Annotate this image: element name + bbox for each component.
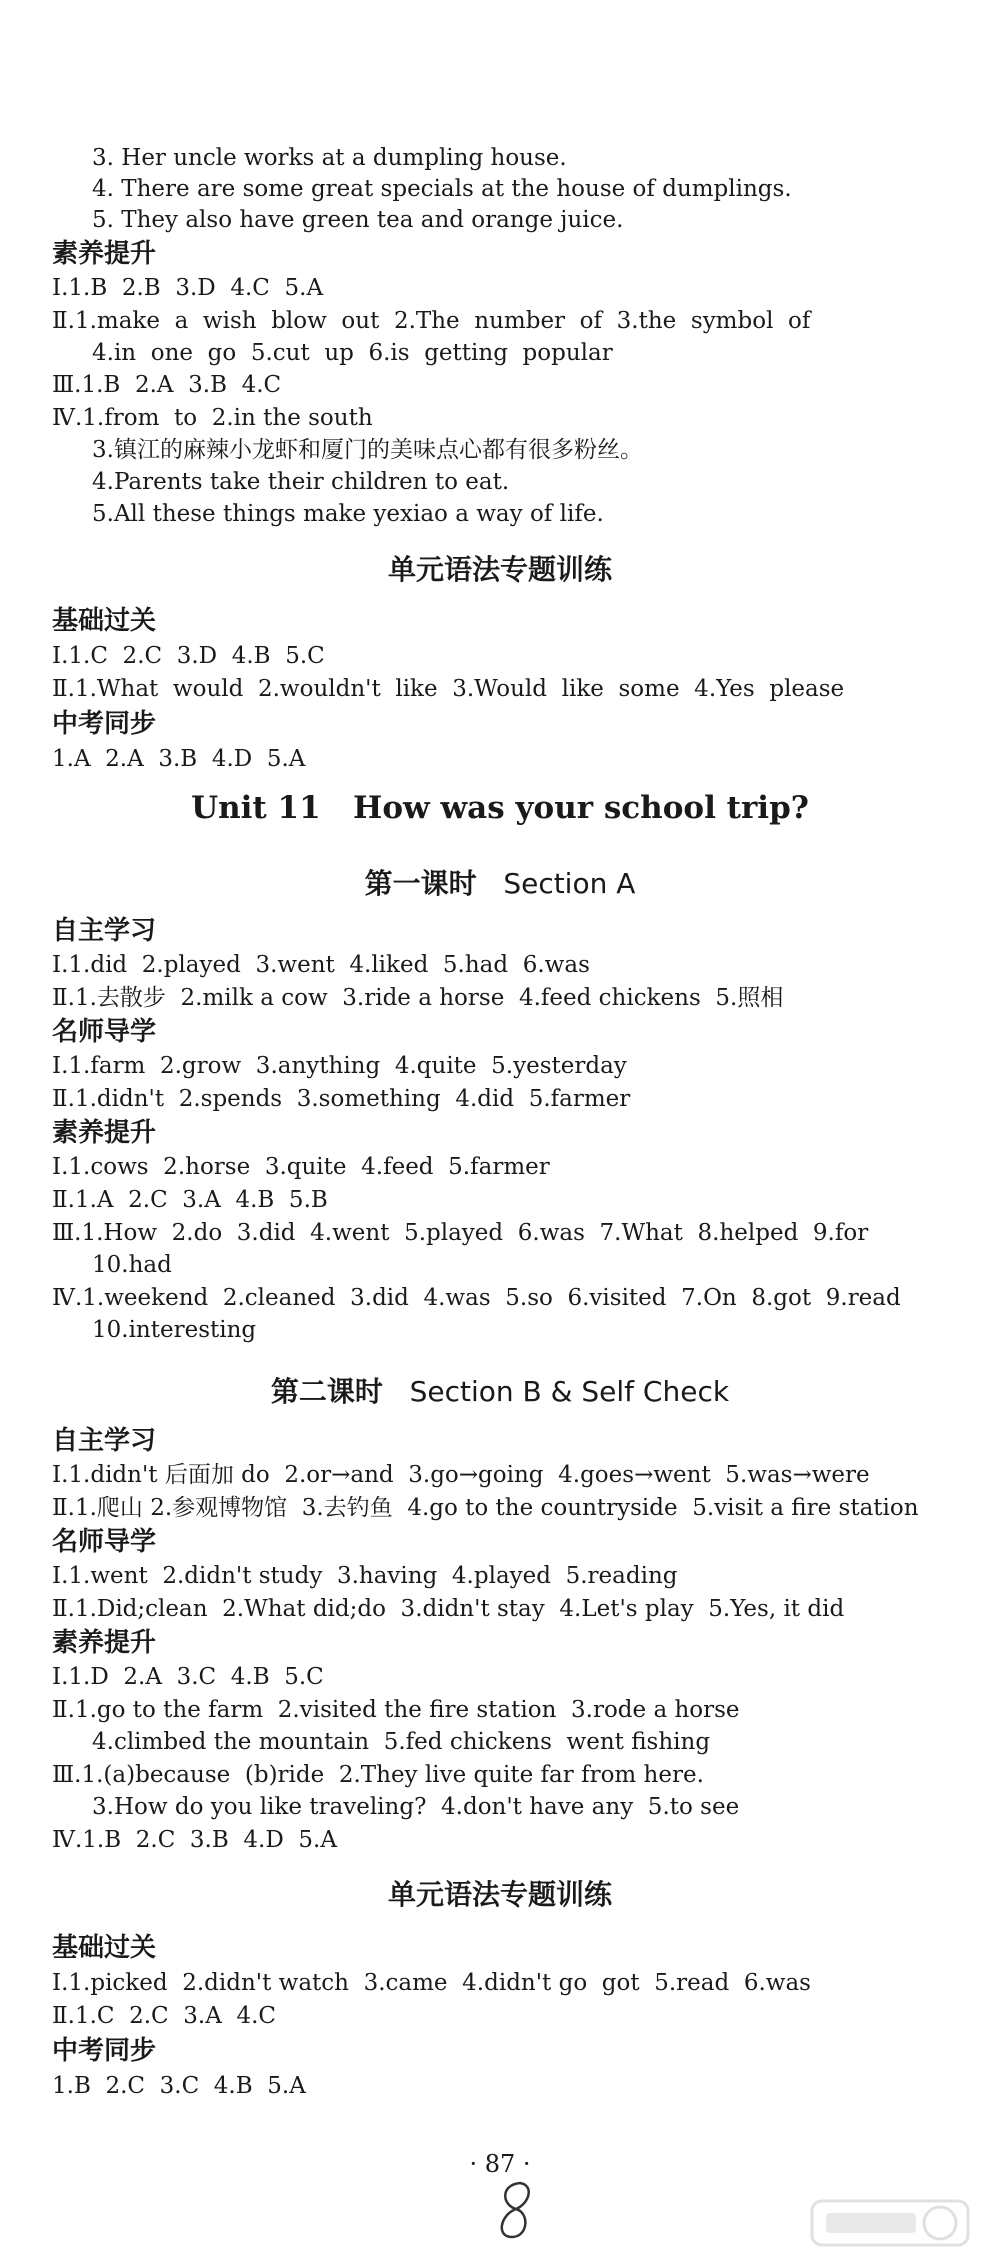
answer-line: 1.A 2.A 3.B 4.D 5.A bbox=[52, 746, 306, 772]
lesson-cn: 第一课时 bbox=[364, 867, 477, 900]
section-heading: 素养提升 bbox=[52, 239, 157, 269]
answer-line: Ⅰ.1.farm 2.grow 3.anything 4.quite 5.yesterday bbox=[52, 1053, 627, 1079]
answer-line: Ⅰ.1.went 2.didn't study 3.having 4.played 5.reading bbox=[52, 1563, 678, 1589]
answer-line: Ⅱ.1.go to the farm 2.visited the fire station 3.rode a horse bbox=[52, 1697, 740, 1723]
watermark-logo-icon bbox=[810, 2193, 970, 2253]
section-heading: 中考同步 bbox=[52, 709, 157, 739]
answer-line: Ⅰ.1.cows 2.horse 3.quite 4.feed 5.farmer bbox=[52, 1154, 550, 1180]
answer-line: Ⅰ.1.B 2.B 3.D 4.C 5.A bbox=[52, 275, 324, 301]
answer-line: 5. They also have green tea and orange juice. bbox=[92, 207, 624, 233]
lesson-en: Section A bbox=[503, 867, 636, 900]
section-heading: 素养提升 bbox=[52, 1628, 157, 1658]
answer-line: Ⅰ.1.picked 2.didn't watch 3.came 4.didn't go got 5.read 6.was bbox=[52, 1970, 811, 1996]
answer-line: Ⅱ.1.What would 2.wouldn't like 3.Would like some 4.Yes please bbox=[52, 676, 845, 702]
answer-line: Ⅱ.1.爬山 2.参观博物馆 3.去钓鱼 4.go to the countryside 5.visit a fire station bbox=[52, 1495, 919, 1521]
answer-line: Ⅲ.1.How 2.do 3.did 4.went 5.played 6.was 7.What 8.helped 9.for bbox=[52, 1220, 869, 1246]
unit-title: Unit 11 How was your school trip? bbox=[191, 790, 809, 826]
answer-line: Ⅳ.1.from to 2.in the south bbox=[52, 405, 373, 431]
answer-line: Ⅲ.1.B 2.A 3.B 4.C bbox=[52, 372, 282, 398]
page-number: · 87 · bbox=[469, 2150, 531, 2178]
answer-line: Ⅰ.1.D 2.A 3.C 4.B 5.C bbox=[52, 1664, 324, 1690]
answer-line: 10.had bbox=[92, 1252, 172, 1278]
answer-line: 4.in one go 5.cut up 6.is getting popular bbox=[92, 340, 613, 366]
answer-line: Ⅱ.1.去散步 2.milk a cow 3.ride a horse 4.feed chickens 5.照相 bbox=[52, 985, 784, 1011]
lesson-en: Section B & Self Check bbox=[409, 1375, 730, 1408]
answer-line: Ⅰ.1.didn't 后面加 do 2.or→and 3.go→going 4.goes→went 5.was→were bbox=[52, 1462, 870, 1488]
answer-line: Ⅰ.1.did 2.played 3.went 4.liked 5.had 6.was bbox=[52, 952, 590, 978]
lesson-title bbox=[0, 1370, 1000, 1410]
answer-line: Ⅱ.1.make a wish blow out 2.The number of 3.the symbol of bbox=[52, 308, 811, 334]
grammar-title: 单元语法专题训练 bbox=[387, 1878, 612, 1911]
section-heading: 名师导学 bbox=[52, 1017, 157, 1047]
section-heading: 自主学习 bbox=[52, 916, 157, 946]
answer-line: Ⅲ.1.(a)because (b)ride 2.They live quite far from here. bbox=[52, 1762, 704, 1788]
answer-line: 1.B 2.C 3.C 4.B 5.A bbox=[52, 2073, 306, 2099]
section-heading: 中考同步 bbox=[52, 2036, 157, 2066]
answer-line: Ⅳ.1.weekend 2.cleaned 3.did 4.was 5.so 6.visited 7.On 8.got 9.read bbox=[52, 1285, 901, 1311]
lesson-title bbox=[0, 862, 1000, 902]
section-heading: 素养提升 bbox=[52, 1118, 157, 1148]
answer-line: 5.All these things make yexiao a way of life. bbox=[92, 501, 604, 527]
section-heading: 基础过关 bbox=[52, 1933, 157, 1963]
answer-line: Ⅱ.1.didn't 2.spends 3.something 4.did 5.farmer bbox=[52, 1086, 631, 1112]
answer-line: 4. There are some great specials at the house of dumplings. bbox=[92, 176, 792, 202]
section-heading: 名师导学 bbox=[52, 1527, 157, 1557]
lesson-cn: 第二课时 bbox=[270, 1375, 383, 1408]
answer-line: Ⅳ.1.B 2.C 3.B 4.D 5.A bbox=[52, 1827, 337, 1853]
answer-line: 3. Her uncle works at a dumpling house. bbox=[92, 145, 567, 171]
grammar-title: 单元语法专题训练 bbox=[387, 553, 612, 586]
handwritten-mark-icon bbox=[490, 2175, 540, 2245]
answer-line: Ⅱ.1.Did;clean 2.What did;do 3.didn't stay 4.Let's play 5.Yes, it did bbox=[52, 1596, 845, 1622]
section-heading: 自主学习 bbox=[52, 1426, 157, 1456]
section-heading: 基础过关 bbox=[52, 606, 157, 636]
answer-line: 3.镇江的麻辣小龙虾和厦门的美味点心都有很多粉丝。 bbox=[92, 437, 643, 463]
answer-line: Ⅱ.1.C 2.C 3.A 4.C bbox=[52, 2003, 276, 2029]
answer-line: 10.interesting bbox=[92, 1317, 257, 1343]
answer-line: Ⅱ.1.A 2.C 3.A 4.B 5.B bbox=[52, 1187, 328, 1213]
answer-line: 4.Parents take their children to eat. bbox=[92, 469, 510, 495]
answer-line: 4.climbed the mountain 5.fed chickens went fishing bbox=[92, 1729, 711, 1755]
answer-line: 3.How do you like traveling? 4.don't have any 5.to see bbox=[92, 1794, 740, 1820]
answer-line: Ⅰ.1.C 2.C 3.D 4.B 5.C bbox=[52, 643, 325, 669]
